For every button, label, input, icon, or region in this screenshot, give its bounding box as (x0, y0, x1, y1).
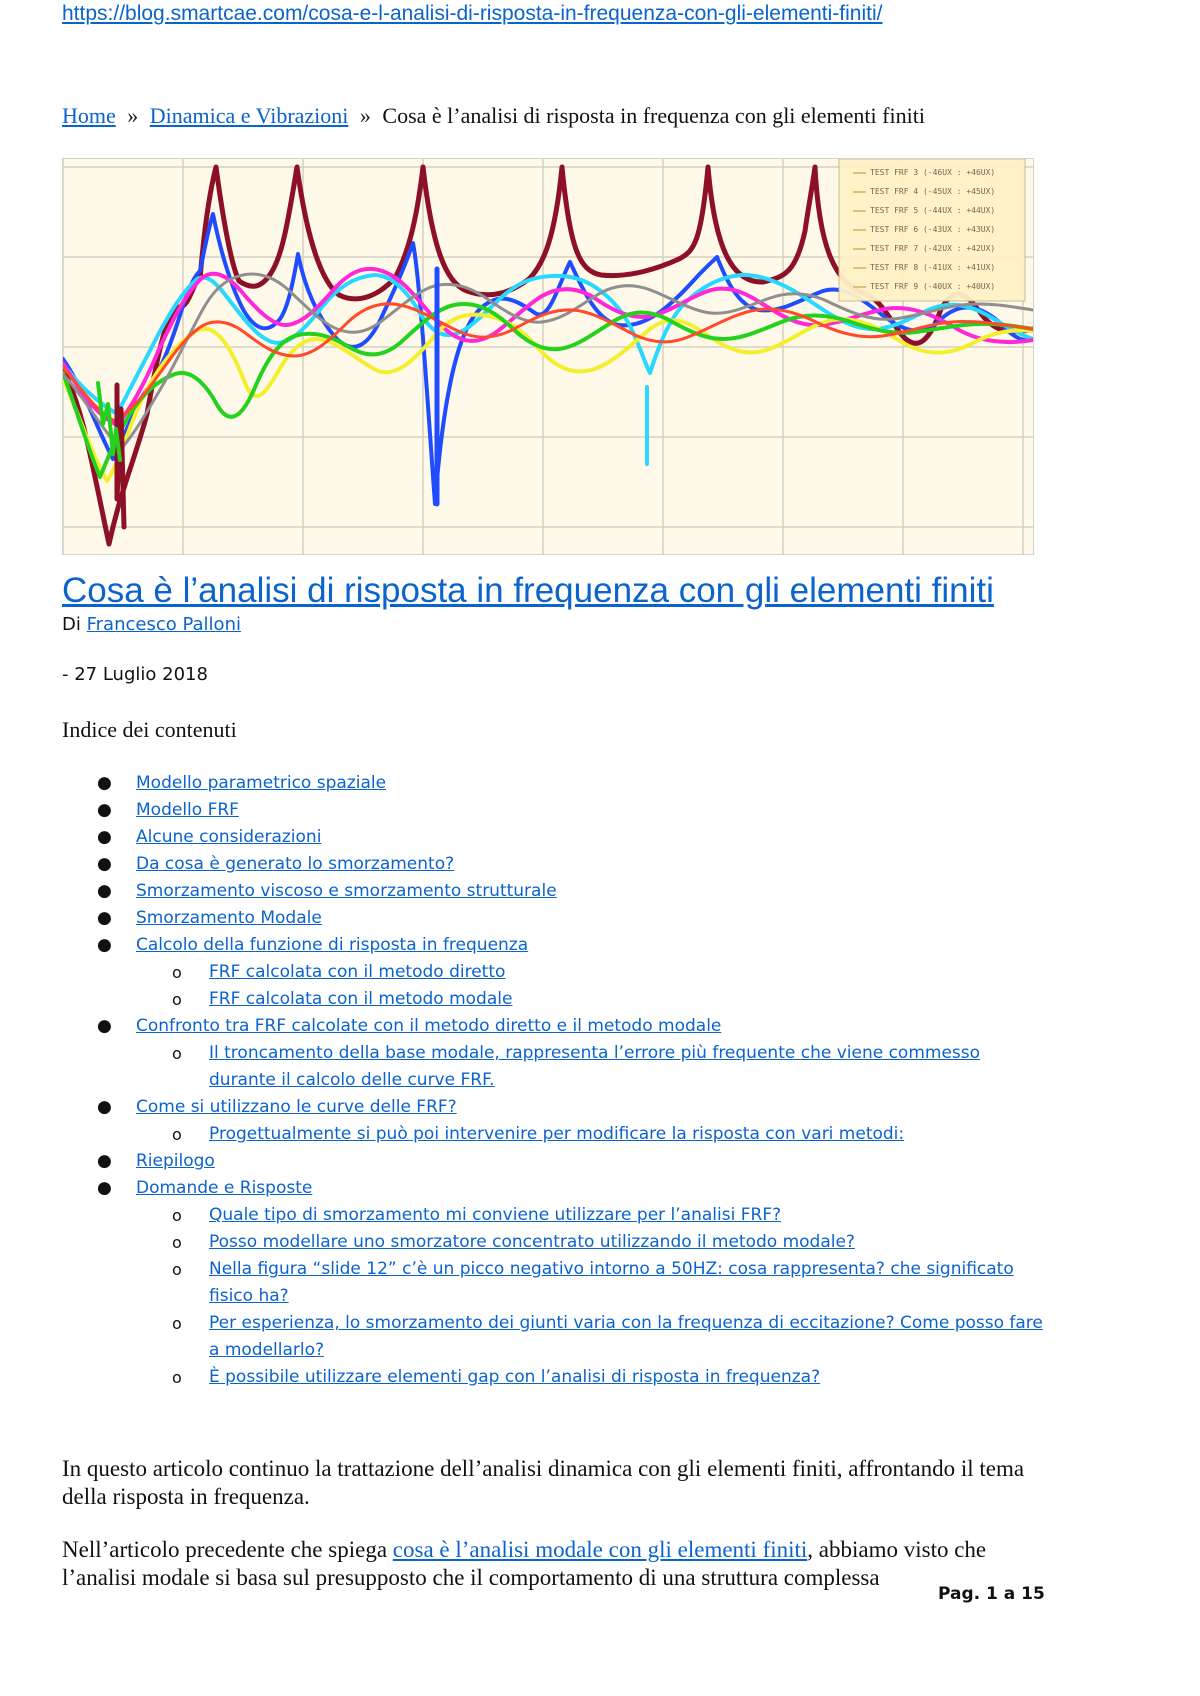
toc-sublink[interactable]: Posso modellare uno smorzatore concentrato utilizzando il metodo modale? (209, 1232, 855, 1252)
legend-item (853, 220, 1023, 239)
table-of-contents (62, 770, 1047, 1391)
legend-item (853, 163, 1023, 182)
legend-label: TEST FRF 6 (-43UX : +43UX) (870, 225, 996, 234)
toc-link[interactable]: Domande e Risposte (136, 1178, 313, 1198)
toc-link[interactable]: Riepilogo (136, 1151, 215, 1171)
legend-item (853, 201, 1023, 220)
toc-subitem (62, 986, 1047, 1013)
legend-swatch (853, 229, 866, 231)
toc-link[interactable]: Smorzamento viscoso e smorzamento strutturale (136, 881, 557, 901)
toc-sublink[interactable]: Quale tipo di smorzamento mi conviene utilizzare per l’analisi FRF? (209, 1205, 782, 1225)
intro-paragraph: In questo articolo continuo la trattazione dell’analisi dinamica con gli elementi finiti, affrontando il tema della risposta in frequenza. (62, 1456, 1025, 1509)
breadcrumb-current: Cosa è l’analisi di risposta in frequenza con gli elementi finiti (382, 103, 925, 128)
bullet-icon: ● (97, 773, 112, 793)
toc-subitem (62, 1121, 1047, 1148)
legend-item (853, 182, 1023, 201)
legend-label: TEST FRF 3 (-46UX : +46UX) (870, 168, 996, 177)
hollow-bullet-icon: o (172, 990, 182, 1009)
toc-item (62, 1175, 1047, 1202)
toc-link[interactable]: Smorzamento Modale (136, 908, 322, 928)
legend-labels (853, 163, 1023, 296)
paragraph-suffix: , abbiamo visto che l’analisi modale si basa sul presupposto che il comportamento di una struttura complessa (62, 1537, 987, 1590)
table-of-contents-heading: Indice dei contenuti (62, 717, 237, 742)
toc-sublink[interactable]: Per esperienza, lo smorzamento dei giunti varia con la frequenza di eccitazione? Come posso fare a modellarlo? (209, 1313, 1043, 1360)
toc-item (62, 824, 1047, 851)
breadcrumb-home-link[interactable]: Home (62, 103, 116, 128)
toc-link[interactable]: Modello parametrico spaziale (136, 773, 387, 793)
toc-sublink[interactable]: Progettualmente si può poi intervenire per modificare la risposta con vari metodi: (209, 1124, 905, 1144)
toc-item (62, 878, 1047, 905)
previous-article-link[interactable]: cosa è l’analisi modale con gli elementi finiti (392, 1537, 808, 1562)
legend-label: TEST FRF 4 (-45UX : +45UX) (870, 187, 996, 196)
legend-swatch (853, 286, 866, 288)
toc-sublink[interactable]: Nella figura “slide 12” c’è un picco negativo intorno a 50HZ: cosa rappresenta? che significato fisico ha? (209, 1259, 1014, 1306)
toc-subitem (62, 1040, 1047, 1094)
bullet-icon: ● (97, 881, 112, 901)
paragraph-prefix: Nell’articolo precedente che spiega (62, 1537, 393, 1562)
bullet-icon: ● (97, 1151, 112, 1171)
legend-label: TEST FRF 5 (-44UX : +44UX) (870, 206, 996, 215)
publish-date: - 27 Luglio 2018 (62, 664, 208, 685)
hollow-bullet-icon: o (172, 963, 182, 982)
bullet-icon: ● (97, 800, 112, 820)
legend-swatch (853, 191, 866, 193)
hollow-bullet-icon: o (172, 1368, 182, 1387)
hollow-bullet-icon: o (172, 1233, 182, 1252)
breadcrumb-separator: » (127, 103, 139, 128)
bullet-icon: ● (97, 1178, 112, 1198)
toc-item (62, 1013, 1047, 1040)
bullet-icon: ● (97, 1016, 112, 1036)
legend-item (853, 277, 1023, 296)
hero-frf-image (62, 158, 1034, 555)
bullet-icon: ● (97, 827, 112, 847)
toc-sublink[interactable]: È possibile utilizzare elementi gap con l’analisi di risposta in frequenza? (209, 1367, 821, 1387)
bullet-icon: ● (97, 935, 112, 955)
legend-swatch (853, 267, 866, 269)
page-number: Pag. 1 a 15 (938, 1584, 1045, 1604)
legend-label: TEST FRF 8 (-41UX : +41UX) (870, 263, 996, 272)
toc-sublink[interactable]: FRF calcolata con il metodo diretto (209, 962, 506, 982)
article-title-link[interactable]: Cosa è l’analisi di risposta in frequenza con gli elementi finiti (62, 571, 994, 610)
author-line (62, 614, 241, 635)
legend-swatch (853, 248, 866, 250)
previous-article-paragraph (62, 1536, 1042, 1592)
hollow-bullet-icon: o (172, 1044, 182, 1063)
toc-subitem (62, 1256, 1047, 1310)
hollow-bullet-icon: o (172, 1314, 182, 1333)
toc-item (62, 932, 1047, 959)
toc-item (62, 905, 1047, 932)
toc-item (62, 797, 1047, 824)
bullet-icon: ● (97, 1097, 112, 1117)
toc-subitem (62, 959, 1047, 986)
legend-swatch (853, 210, 866, 212)
toc-item (62, 1148, 1047, 1175)
hollow-bullet-icon: o (172, 1125, 182, 1144)
toc-link[interactable]: Alcune considerazioni (136, 827, 322, 847)
toc-subitem (62, 1229, 1047, 1256)
hollow-bullet-icon: o (172, 1206, 182, 1225)
breadcrumb-category-link[interactable]: Dinamica e Vibrazioni (149, 103, 349, 128)
toc-link[interactable]: Come si utilizzano le curve delle FRF? (136, 1097, 457, 1117)
hollow-bullet-icon: o (172, 1260, 182, 1279)
toc-sublink[interactable]: Il troncamento della base modale, rappresenta l’errore più frequente che viene commesso durante il calcolo delle curve FRF. (209, 1043, 981, 1090)
toc-item (62, 851, 1047, 878)
toc-link[interactable]: Calcolo della funzione di risposta in frequenza (136, 935, 529, 955)
legend-label: TEST FRF 7 (-42UX : +42UX) (870, 244, 996, 253)
toc-subitem (62, 1202, 1047, 1229)
legend-label: TEST FRF 9 (-40UX : +40UX) (870, 282, 996, 291)
author-link[interactable]: Francesco Palloni (86, 614, 241, 635)
toc-link[interactable]: Modello FRF (136, 800, 239, 820)
toc-subitem (62, 1310, 1047, 1364)
toc-item (62, 1094, 1047, 1121)
toc-subitem (62, 1364, 1047, 1391)
legend-swatch (853, 172, 866, 174)
breadcrumb-separator: » (359, 103, 371, 128)
legend-item (853, 239, 1023, 258)
bullet-icon: ● (97, 854, 112, 874)
toc-link[interactable]: Confronto tra FRF calcolate con il metodo diretto e il metodo modale (136, 1016, 722, 1036)
page-url-link[interactable]: https://blog.smartcae.com/cosa-e-l-analisi-di-risposta-in-frequenza-con-gli-elementi-finiti/ (62, 2, 883, 25)
toc-link[interactable]: Da cosa è generato lo smorzamento? (136, 854, 455, 874)
bullet-icon: ● (97, 908, 112, 928)
legend-item (853, 258, 1023, 277)
breadcrumb (62, 102, 925, 131)
author-prefix: Di (62, 614, 81, 635)
toc-sublink[interactable]: FRF calcolata con il metodo modale (209, 989, 513, 1009)
toc-item (62, 770, 1047, 797)
